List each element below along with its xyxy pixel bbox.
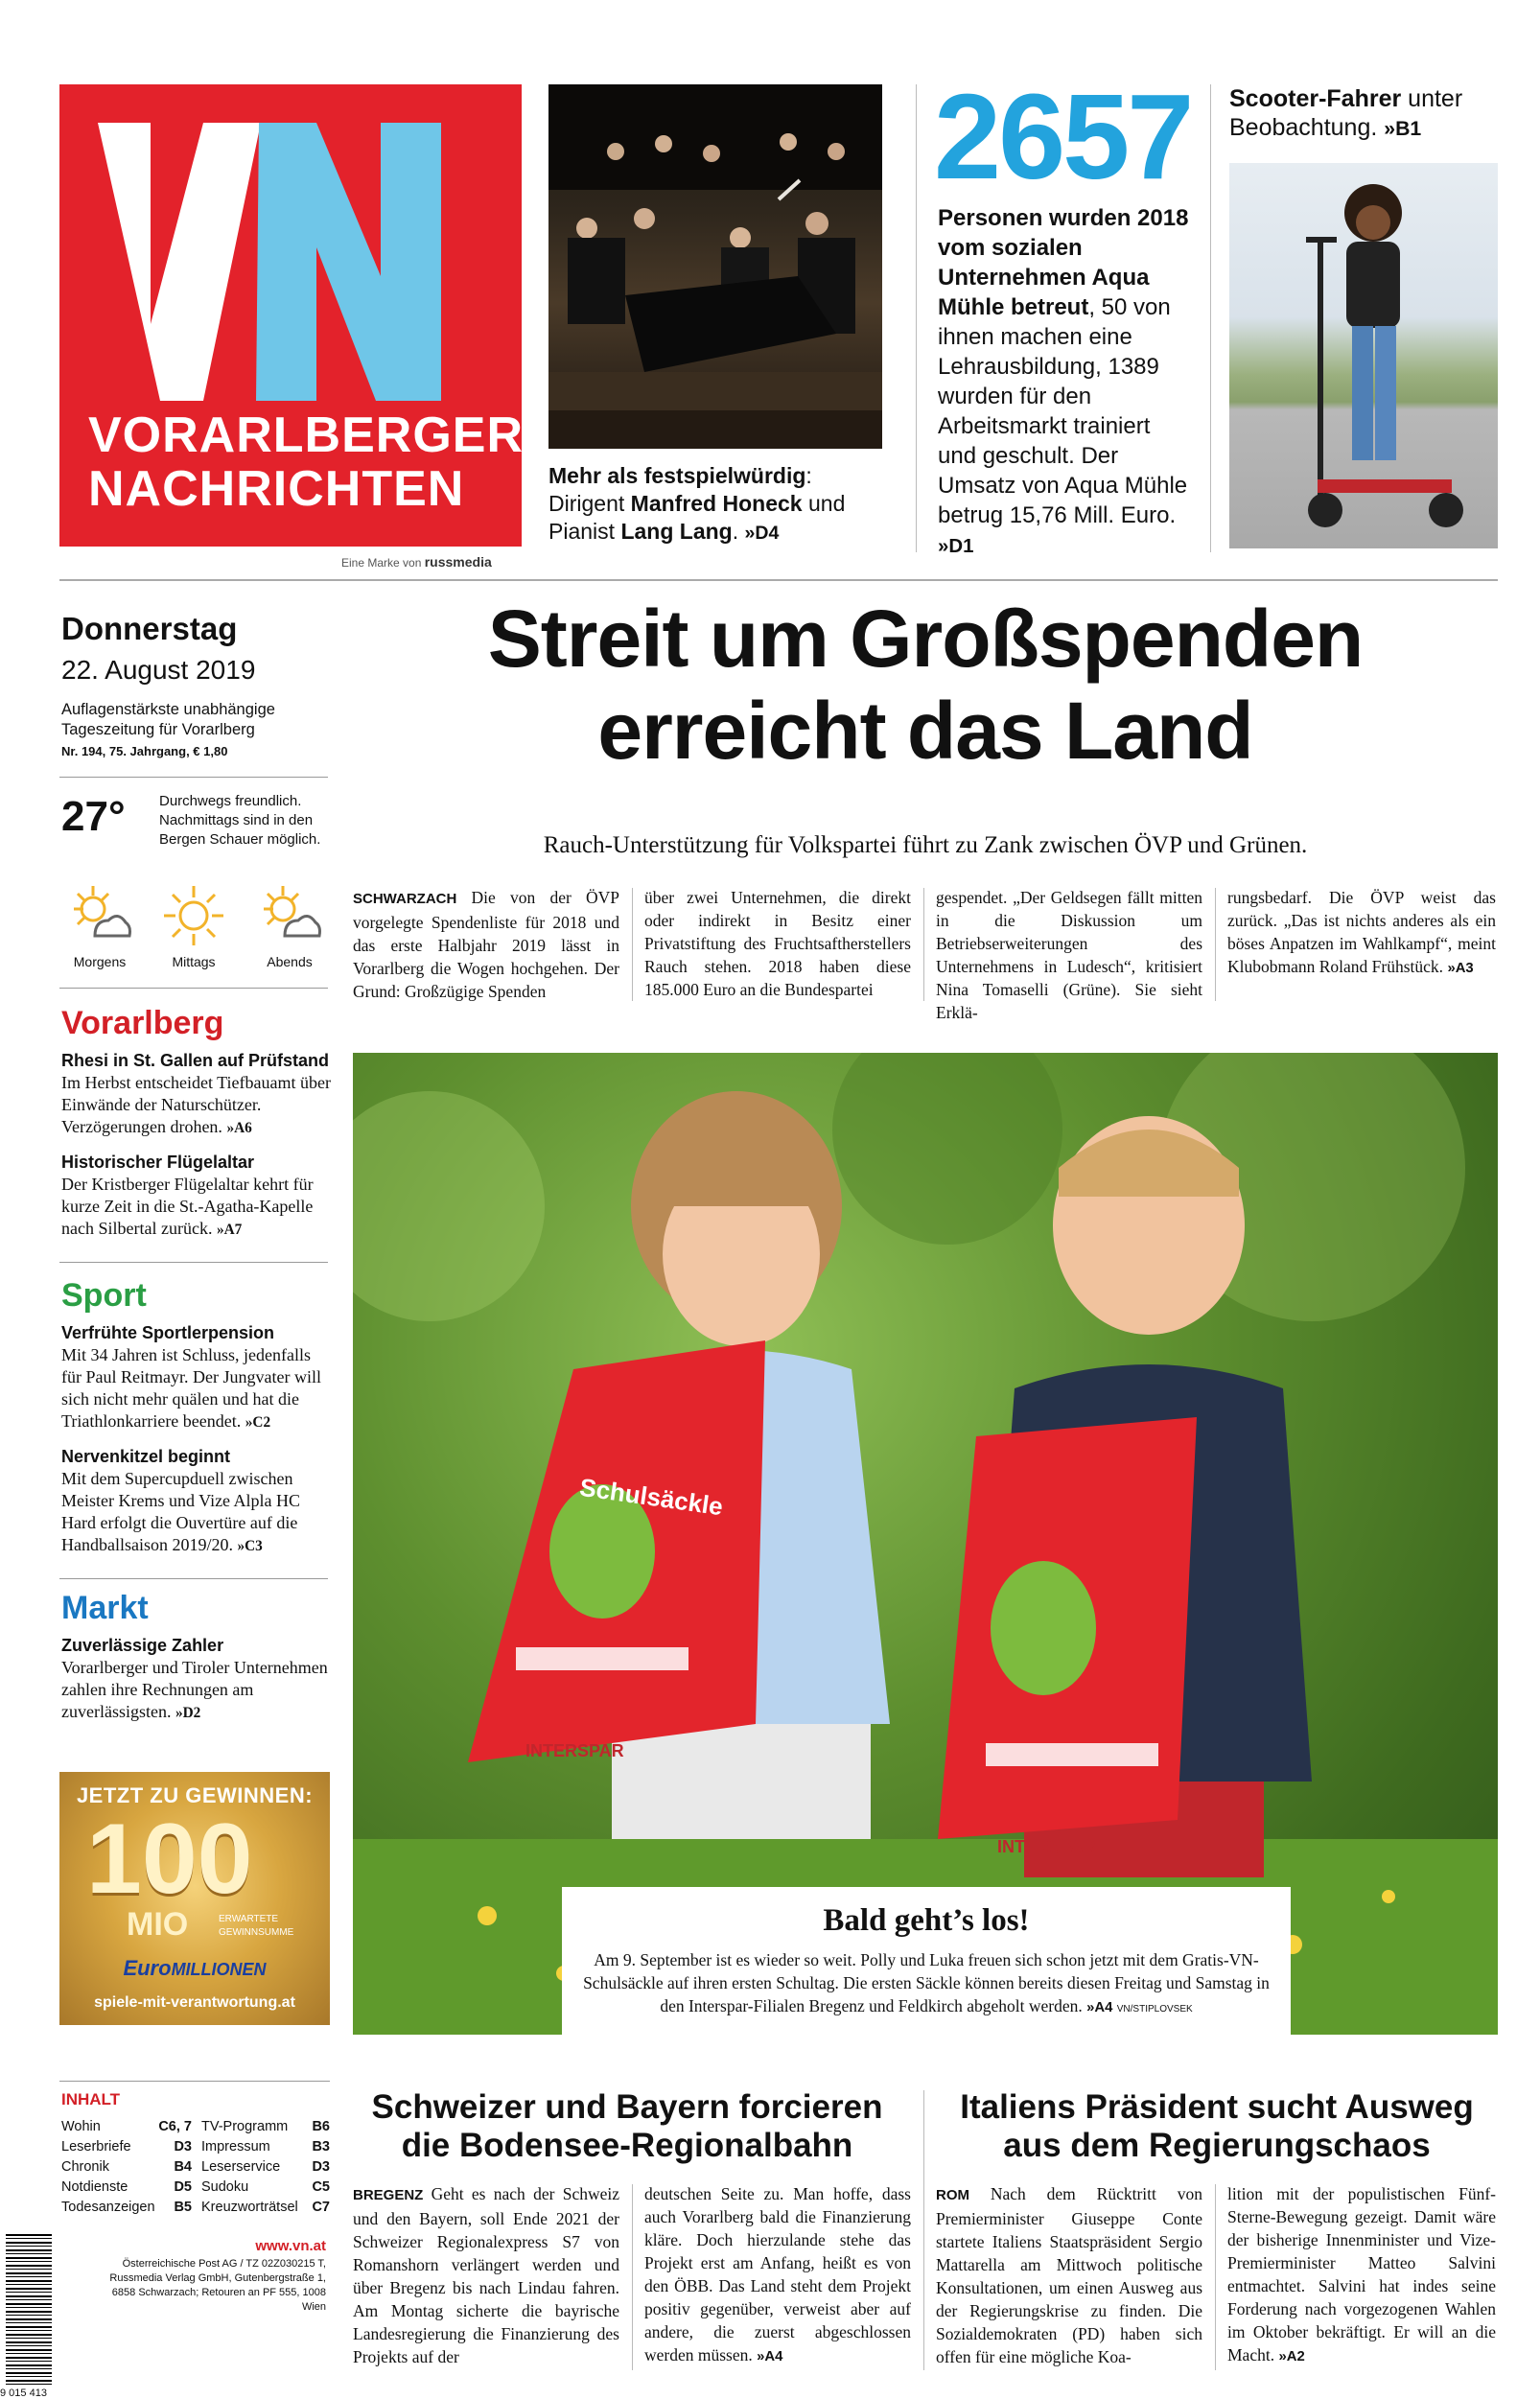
sidebar-rule bbox=[59, 1578, 328, 1579]
section-item[interactable] bbox=[61, 1151, 334, 1241]
lead-col1-text: Die von der ÖVP vorgelegte Spendenliste für 2018 und das erste Halbjahr 2019 lässt in Vorarlberg die Wogen hochgehen. Der Grund: Großzügige Spenden bbox=[353, 888, 619, 1001]
vn-logo-icon bbox=[59, 84, 522, 401]
rom-col1-text: Nach dem Rücktritt von Premierminister Giuseppe Conte startete Italiens Staatspräsident Sergio Mattarella am Mittwoch politische Konsultationen, um einen Ausweg aus der Regierungskrise zu finden. Die Sozialdemokraten (PD) haben sich offen für eine mögliche Koa- bbox=[936, 2184, 1202, 2366]
item-title: Nervenkitzel beginnt bbox=[61, 1447, 231, 1466]
concert-photo[interactable] bbox=[548, 84, 882, 449]
lead-headline-1[interactable]: Streit um Großspenden bbox=[487, 594, 1364, 684]
bregenz-col1-text: Geht es nach der Schweiz und den Bayern, soll Ende 2021 der Schweizer Regionalexpress S7 von Romanshorn verlängert werden und über Bregenz bis nach Lindau fahren. Am Montag sicherte die bayrische Landesregierung die Finanzierung des Projekts auf der bbox=[353, 2184, 619, 2366]
ad-mio: MIO bbox=[127, 1906, 189, 1943]
stat-text[interactable] bbox=[938, 203, 1191, 562]
index-label: Kreuzworträtsel bbox=[201, 2200, 298, 2215]
brand-note bbox=[341, 554, 492, 570]
scooter-title[interactable] bbox=[1229, 84, 1517, 143]
tagline: Auflagenstärkste unabhängige Tageszeitung für Vorarlberg bbox=[61, 701, 275, 738]
index-label: Chronik bbox=[61, 2159, 109, 2175]
scooter-ref[interactable]: »B1 bbox=[1384, 117, 1422, 140]
item-text-body: Mit 34 Jahren ist Schluss, jedenfalls für Paul Reitmayr. Der Jungvater will sich nicht mehr quälen und hat die Triathlonkarriere beendet. bbox=[61, 1345, 321, 1431]
item-ref[interactable]: »A6 bbox=[226, 1120, 252, 1136]
pianist-name: Lang Lang bbox=[620, 519, 733, 544]
footer-url[interactable]: www.vn.at bbox=[255, 2238, 326, 2254]
index-page: D3 bbox=[174, 2139, 192, 2154]
index-label: Wohin bbox=[61, 2119, 101, 2134]
concert-caption-mid: und Pianist bbox=[548, 491, 846, 544]
concert-illustration bbox=[548, 84, 882, 449]
index-label: Leserbriefe bbox=[61, 2139, 131, 2154]
bag-label: Schulsäckle bbox=[577, 1472, 725, 1522]
item-text-body: Mit dem Supercupduell zwischen Meister Krems und Vize Alpla HC Hard erfolgt die Ouvertüre auf die Handballsaison 2019/20. bbox=[61, 1469, 301, 1554]
lead-col4-text: rungsbedarf. Die ÖVP weist das zurück. „Das ist nichts anderes als ein böses Anpatzen im Wahlkampf“, meint Klubobmann Roland Frühstück. bbox=[1227, 888, 1496, 976]
item-text bbox=[61, 1174, 334, 1241]
section-item[interactable] bbox=[61, 1445, 334, 1557]
weather-evening bbox=[251, 882, 328, 969]
ad-url[interactable]: spiele-mit-verantwortung.at bbox=[94, 1994, 295, 2011]
index-row[interactable] bbox=[201, 2137, 330, 2157]
bag-brand: INTERSPAR bbox=[997, 1837, 1096, 1856]
weekday: Donnerstag bbox=[61, 611, 238, 646]
column-rule bbox=[923, 888, 924, 1001]
sun-cloud-icon bbox=[66, 882, 133, 949]
index-label: Sudoku bbox=[201, 2179, 249, 2195]
bregenz-col-2 bbox=[644, 2182, 911, 2368]
stat-text-bold: Personen wurden 2018 vom sozialen Unternehmen Aqua Mühle betreut bbox=[938, 205, 1189, 320]
masthead-logo[interactable] bbox=[59, 84, 525, 547]
issue-info: Nr. 194, 75. Jahrgang, € 1,80 bbox=[61, 744, 228, 758]
section-item[interactable] bbox=[61, 1049, 334, 1139]
sidebar-rule bbox=[59, 2081, 330, 2082]
index-row[interactable] bbox=[201, 2157, 330, 2178]
main-photo[interactable] bbox=[353, 1053, 1498, 2035]
masthead-rule bbox=[59, 579, 1498, 581]
brand-note-text: Eine Marke von bbox=[341, 556, 422, 570]
ad-top-text: JETZT ZU GEWINNEN: bbox=[76, 1783, 314, 1807]
item-title: Rhesi in St. Gallen auf Prüfstand bbox=[61, 1051, 330, 1070]
section-heading-markt: Markt bbox=[61, 1590, 149, 1626]
scooter-title-bold: Scooter-Fahrer bbox=[1229, 85, 1402, 112]
item-ref[interactable]: »C3 bbox=[237, 1538, 263, 1554]
bag-brand: INTERSPAR bbox=[525, 1741, 624, 1760]
brand-name: russmedia bbox=[424, 554, 492, 570]
item-text bbox=[61, 1344, 334, 1433]
index-page: C7 bbox=[312, 2200, 330, 2215]
index-label: Notdienste bbox=[61, 2179, 128, 2195]
index-page: C5 bbox=[312, 2179, 330, 2195]
section-heading-vorarlberg: Vorarlberg bbox=[61, 1005, 224, 1041]
bregenz-col-1 bbox=[353, 2182, 619, 2368]
stat-ref[interactable]: »D1 bbox=[938, 536, 974, 557]
item-title: Historischer Flügelaltar bbox=[61, 1153, 255, 1172]
ad-side-line1: ERWARTETE bbox=[219, 1914, 279, 1924]
masthead-name-line2: NACHRICHTEN bbox=[88, 461, 465, 517]
index-row[interactable] bbox=[61, 2178, 192, 2198]
weather-evening-label: Abends bbox=[267, 954, 313, 969]
index-page: B4 bbox=[174, 2159, 192, 2175]
item-text bbox=[61, 1657, 334, 1724]
index-label: Leserservice bbox=[201, 2159, 281, 2175]
section-markt[interactable] bbox=[61, 1588, 334, 1724]
sun-icon bbox=[160, 882, 227, 949]
ad-brand-2: MILLIONEN bbox=[171, 1960, 267, 1979]
rom-dateline: ROM bbox=[936, 2187, 969, 2203]
item-title: Verfrühte Sportlerpension bbox=[61, 1323, 275, 1342]
section-vorarlberg[interactable] bbox=[61, 1003, 334, 1241]
ad-brand-1: Euro bbox=[123, 1956, 172, 1980]
section-item[interactable] bbox=[61, 1634, 334, 1724]
rom-col-2 bbox=[1227, 2182, 1496, 2368]
index-row[interactable] bbox=[61, 2157, 192, 2178]
weather-morning bbox=[61, 882, 138, 969]
index-row[interactable] bbox=[61, 2117, 192, 2137]
photo-credit: VN/STIPLOVSEK bbox=[1116, 2004, 1193, 2015]
scooter-illustration bbox=[1229, 163, 1498, 548]
lead-dateline: SCHWARZACH bbox=[353, 891, 457, 907]
column-rule bbox=[1215, 888, 1216, 1001]
item-ref[interactable]: »C2 bbox=[245, 1414, 271, 1431]
bregenz-headline[interactable]: Schweizer und Bayern forcieren die Bodensee-Regionalbahn bbox=[371, 2088, 883, 2164]
rom-headline[interactable]: Italiens Präsident sucht Ausweg aus dem Regierungschaos bbox=[960, 2088, 1474, 2164]
bregenz-dateline: BREGENZ bbox=[353, 2187, 424, 2203]
item-text bbox=[61, 1468, 334, 1557]
index-page: D3 bbox=[312, 2159, 330, 2175]
stat-text-rest: , 50 von ihnen machen eine Lehrausbildung, 1389 wurden für den Arbeitsmarkt trainiert und geschult. Der Umsatz von Aqua Mühle betrug 15,76 Mill. Euro. bbox=[938, 294, 1188, 528]
divider bbox=[916, 84, 917, 552]
barcode bbox=[6, 2234, 52, 2387]
photo-caption-title: Bald geht’s los! bbox=[823, 1903, 1030, 1938]
concert-ref[interactable]: »D4 bbox=[744, 523, 780, 544]
photo-caption-text bbox=[575, 1948, 1277, 2021]
item-text-body: Im Herbst entscheidet Tiefbauamt über Einwände der Naturschützer. Verzögerungen drohen. bbox=[61, 1073, 331, 1136]
column-rule bbox=[1215, 2184, 1216, 2370]
index-page: B5 bbox=[174, 2200, 192, 2215]
weather-morning-label: Morgens bbox=[73, 954, 127, 969]
index-page: B3 bbox=[312, 2139, 330, 2154]
index-label: TV-Programm bbox=[201, 2119, 289, 2134]
scooter-title-rest: unter Beobachtung. bbox=[1229, 85, 1463, 141]
lead-headline-2[interactable]: erreicht das Land bbox=[597, 686, 1253, 776]
item-ref[interactable]: »D2 bbox=[175, 1705, 201, 1721]
sidebar-rule bbox=[59, 1262, 328, 1263]
item-title: Zuverlässige Zahler bbox=[61, 1636, 224, 1655]
conductor-name: Manfred Honeck bbox=[630, 491, 803, 516]
date: 22. August 2019 bbox=[61, 655, 256, 685]
weather-noon-label: Mittags bbox=[172, 954, 216, 969]
stat-number: 2657 bbox=[934, 69, 1192, 204]
index-row[interactable] bbox=[61, 2198, 192, 2218]
photo-caption-body: Am 9. September ist es wieder so weit. Polly und Luka freuen sich schon jetzt mit dem Gratis-VN-Schulsäckle auf ihren ersten Schultag. Die ersten Säckle können bereits diesen Freitag und Samstag in den Interspar-Filialen Bregenz und Feldkirch abgeholt werden. bbox=[583, 1950, 1270, 2015]
lead-col-1 bbox=[353, 886, 619, 1003]
photo-ref[interactable]: »A4 bbox=[1086, 2000, 1113, 2015]
column-rule bbox=[632, 2184, 633, 2370]
section-heading-sport: Sport bbox=[61, 1277, 147, 1314]
index-row[interactable] bbox=[201, 2198, 330, 2218]
bregenz-ref[interactable]: »A4 bbox=[757, 2349, 783, 2364]
lead-col-2: über zwei Unternehmen, die direkt oder indirekt in Besitz einer Privatstiftung des Fruchtsaftherstellers Rauch stehen. 2018 haben diese 185.000 Euro an die Bundespartei bbox=[644, 888, 911, 999]
rom-col-1 bbox=[936, 2182, 1202, 2368]
photo-caption-box bbox=[562, 1887, 1291, 2035]
rom-ref[interactable]: »A2 bbox=[1278, 2349, 1305, 2364]
index-label: Impressum bbox=[201, 2139, 270, 2154]
weather-noon bbox=[155, 882, 232, 969]
concert-caption[interactable]: Mehr als festspielwürdig: Dirigent Manfred Honeck und Pianist Lang Lang. »D4 bbox=[548, 463, 846, 544]
concert-caption-rest: : Dirigent bbox=[548, 463, 812, 516]
index-table-right bbox=[201, 2117, 330, 2218]
concert-caption-bold: Mehr als festspielwürdig bbox=[548, 463, 806, 488]
temperature: 27° bbox=[61, 793, 126, 840]
index-heading: INHALT bbox=[61, 2090, 121, 2108]
lead-col-4 bbox=[1227, 886, 1496, 980]
item-ref[interactable]: »A7 bbox=[216, 1222, 243, 1238]
weather-text: Durchwegs freundlich. Nachmittags sind in den Bergen Schauer möglich. bbox=[159, 793, 321, 848]
lead-subhead: Rauch-Unterstützung für Volkspartei führt zu Zank zwischen ÖVP und Grünen. bbox=[543, 832, 1308, 858]
item-text-body: Der Kristberger Flügelaltar kehrt für kurze Zeit in die St.-Agatha-Kapelle nach Silbertal zurück. bbox=[61, 1175, 314, 1238]
barcode-number: 9 015 413 bbox=[0, 2387, 47, 2399]
scooter-photo[interactable] bbox=[1229, 163, 1498, 548]
footer-lines: Österreichische Post AG / TZ 02Z030215 T, Russmedia Verlag GmbH, Gutenbergstraße 1, 6858 Schwarzach; Retouren an PF 555, 1008 Wien bbox=[109, 2258, 326, 2313]
item-text bbox=[61, 1072, 334, 1139]
ad-brand bbox=[59, 1956, 330, 1981]
euromillionen-ad[interactable] bbox=[59, 1772, 330, 2025]
column-rule bbox=[632, 888, 633, 1001]
section-item[interactable] bbox=[61, 1321, 334, 1433]
ad-big-number: 100 bbox=[86, 1804, 253, 1915]
index-page: C6, 7 bbox=[158, 2119, 192, 2134]
section-sport[interactable] bbox=[61, 1275, 334, 1557]
index-label: Todesanzeigen bbox=[61, 2200, 155, 2215]
sidebar-rule bbox=[59, 988, 328, 989]
rom-col2-text: lition mit der populistischen Fünf-Sterne-Bewegung gezeigt. Damit wäre der bisherige Innenminister und Vize-Premierminister Matteo Salvini entmachtet. Salvini hat indes seine Forderung nach vorgezogenen Wahlen im Oktober bekräftigt. Er will an die Macht. bbox=[1227, 2184, 1496, 2364]
divider bbox=[1210, 84, 1211, 552]
sun-cloud-icon bbox=[256, 882, 323, 949]
sidebar-rule bbox=[59, 777, 328, 778]
index-row[interactable] bbox=[201, 2178, 330, 2198]
lead-col-3: gespendet. „Der Geldsegen fällt mitten in die Diskussion um Betriebserweiterungen des Unternehmens in Ludesch“, kritisiert Nina Tomaselli (Grüne). Sie sieht Erklä- bbox=[936, 888, 1202, 1022]
index-row[interactable] bbox=[201, 2117, 330, 2137]
story-divider bbox=[923, 2090, 924, 2370]
masthead-name-line1: VORARLBERGER bbox=[88, 408, 525, 463]
index-table-left bbox=[61, 2117, 192, 2218]
index-page: D5 bbox=[174, 2179, 192, 2195]
index-row[interactable] bbox=[61, 2137, 192, 2157]
lead-ref[interactable]: »A3 bbox=[1447, 961, 1474, 976]
bregenz-col2-text: deutschen Seite zu. Man hoffe, dass auch Vorarlberg bald die Finanzierung kläre. Doch hierzulande stehe das Projekt erst am Anfang, heißt es von den ÖBB. Das Land steht dem Projekt positiv gegenüber, verweist aber auf andere, die zuerst abgeschlossen werden müssen. bbox=[644, 2184, 911, 2364]
ad-side-line2: GEWINNSUMME bbox=[219, 1927, 294, 1938]
index-page: B6 bbox=[312, 2119, 330, 2134]
item-text-body: Vorarlberger und Tiroler Unternehmen zahlen ihre Rechnungen am zuverlässigsten. bbox=[61, 1658, 328, 1721]
